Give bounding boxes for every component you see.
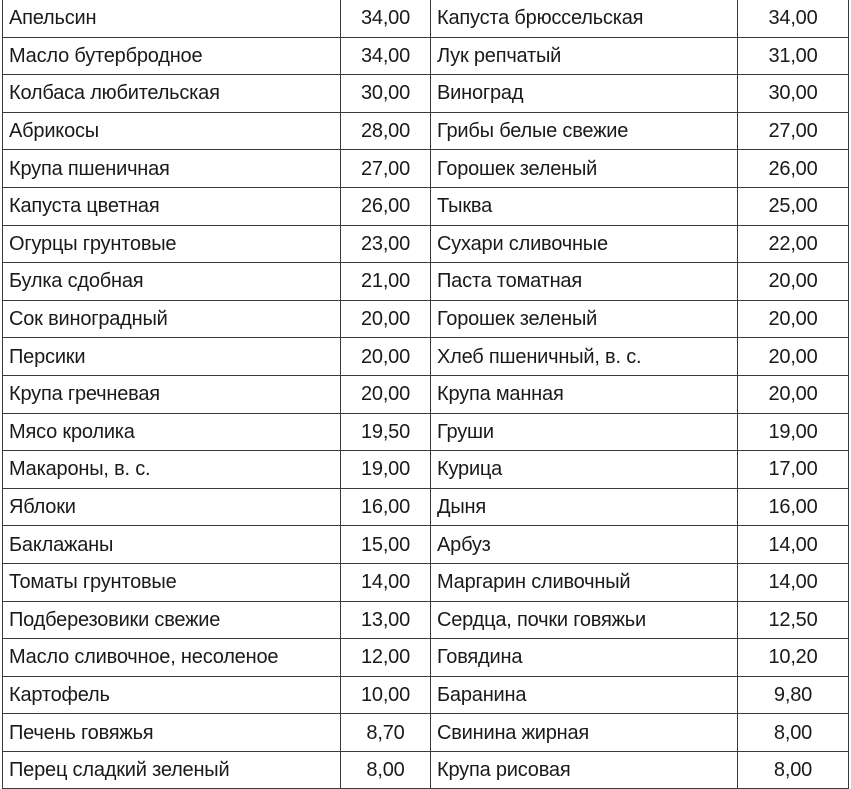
product-value-right: 30,00 [738, 75, 849, 113]
product-name-right: Курица [431, 451, 738, 489]
product-value-left: 34,00 [341, 0, 431, 37]
product-value-right: 31,00 [738, 37, 849, 75]
product-name-right: Баранина [431, 676, 738, 714]
product-name-left: Крупа пшеничная [3, 150, 341, 188]
product-name-right: Капуста брюссельская [431, 0, 738, 37]
product-name-left: Крупа гречневая [3, 375, 341, 413]
table-row [3, 75, 849, 113]
product-name-right: Тыква [431, 187, 738, 225]
product-name-right: Хлеб пшеничный, в. с. [431, 338, 738, 376]
product-name-left: Макароны, в. с. [3, 451, 341, 489]
product-value-left: 27,00 [341, 150, 431, 188]
product-name-left: Печень говяжья [3, 714, 341, 752]
product-value-right: 25,00 [738, 187, 849, 225]
product-value-left: 34,00 [341, 37, 431, 75]
product-value-left: 20,00 [341, 375, 431, 413]
product-name-right: Крупа манная [431, 375, 738, 413]
product-name-left: Апельсин [3, 0, 341, 37]
product-name-left: Масло сливочное, несоленое [3, 639, 341, 677]
product-value-right: 16,00 [738, 488, 849, 526]
table-row [3, 375, 849, 413]
product-value-left: 21,00 [341, 263, 431, 301]
table-row [3, 263, 849, 301]
product-value-left: 10,00 [341, 676, 431, 714]
table-body [3, 0, 849, 789]
table-row [3, 714, 849, 752]
product-value-left: 20,00 [341, 338, 431, 376]
table-row [3, 601, 849, 639]
product-value-right: 14,00 [738, 526, 849, 564]
product-name-left: Булка сдобная [3, 263, 341, 301]
product-value-left: 28,00 [341, 112, 431, 150]
product-value-left: 13,00 [341, 601, 431, 639]
product-name-right: Горошек зеленый [431, 150, 738, 188]
product-value-left: 19,50 [341, 413, 431, 451]
product-name-left: Персики [3, 338, 341, 376]
product-value-left: 12,00 [341, 639, 431, 677]
table-row [3, 225, 849, 263]
product-value-left: 23,00 [341, 225, 431, 263]
product-value-right: 20,00 [738, 375, 849, 413]
product-name-left: Картофель [3, 676, 341, 714]
product-value-left: 20,00 [341, 300, 431, 338]
table-row [3, 751, 849, 789]
product-name-right: Сухари сливочные [431, 225, 738, 263]
product-value-right: 14,00 [738, 563, 849, 601]
table-row [3, 676, 849, 714]
product-value-right: 12,50 [738, 601, 849, 639]
product-name-left: Масло бутербродное [3, 37, 341, 75]
product-name-left: Яблоки [3, 488, 341, 526]
product-name-right: Дыня [431, 488, 738, 526]
product-value-right: 8,00 [738, 751, 849, 789]
product-name-right: Свинина жирная [431, 714, 738, 752]
product-name-right: Груши [431, 413, 738, 451]
product-name-right: Лук репчатый [431, 37, 738, 75]
table-row [3, 639, 849, 677]
product-name-left: Баклажаны [3, 526, 341, 564]
product-value-left: 8,00 [341, 751, 431, 789]
product-value-right: 20,00 [738, 338, 849, 376]
product-name-right: Грибы белые свежие [431, 112, 738, 150]
product-value-left: 30,00 [341, 75, 431, 113]
table-row [3, 37, 849, 75]
product-value-right: 26,00 [738, 150, 849, 188]
product-name-right: Маргарин сливочный [431, 563, 738, 601]
table-row [3, 451, 849, 489]
product-name-left: Абрикосы [3, 112, 341, 150]
product-name-right: Арбуз [431, 526, 738, 564]
product-name-right: Сердца, почки говяжьи [431, 601, 738, 639]
product-name-right: Виноград [431, 75, 738, 113]
product-value-right: 20,00 [738, 300, 849, 338]
product-name-left: Капуста цветная [3, 187, 341, 225]
product-value-left: 16,00 [341, 488, 431, 526]
product-name-left: Перец сладкий зеленый [3, 751, 341, 789]
product-value-right: 22,00 [738, 225, 849, 263]
product-value-left: 14,00 [341, 563, 431, 601]
product-name-left: Колбаса любительская [3, 75, 341, 113]
table-row [3, 563, 849, 601]
table-row [3, 413, 849, 451]
product-name-left: Сок виноградный [3, 300, 341, 338]
product-name-left: Огурцы грунтовые [3, 225, 341, 263]
table-row [3, 112, 849, 150]
product-name-left: Томаты грунтовые [3, 563, 341, 601]
product-value-right: 8,00 [738, 714, 849, 752]
product-value-right: 17,00 [738, 451, 849, 489]
product-name-right: Горошек зеленый [431, 300, 738, 338]
product-name-right: Говядина [431, 639, 738, 677]
table-row [3, 526, 849, 564]
product-value-right: 27,00 [738, 112, 849, 150]
product-name-right: Паста томатная [431, 263, 738, 301]
product-name-right: Крупа рисовая [431, 751, 738, 789]
table-row [3, 300, 849, 338]
table-row [3, 0, 849, 37]
product-value-left: 26,00 [341, 187, 431, 225]
product-value-right: 34,00 [738, 0, 849, 37]
product-value-right: 10,20 [738, 639, 849, 677]
product-value-left: 19,00 [341, 451, 431, 489]
table-row [3, 150, 849, 188]
product-value-left: 15,00 [341, 526, 431, 564]
table-row [3, 338, 849, 376]
table-row [3, 488, 849, 526]
product-name-left: Подберезовики свежие [3, 601, 341, 639]
food-value-table [2, 0, 849, 789]
table-row [3, 187, 849, 225]
product-value-right: 19,00 [738, 413, 849, 451]
product-value-right: 20,00 [738, 263, 849, 301]
product-value-right: 9,80 [738, 676, 849, 714]
product-value-left: 8,70 [341, 714, 431, 752]
product-name-left: Мясо кролика [3, 413, 341, 451]
